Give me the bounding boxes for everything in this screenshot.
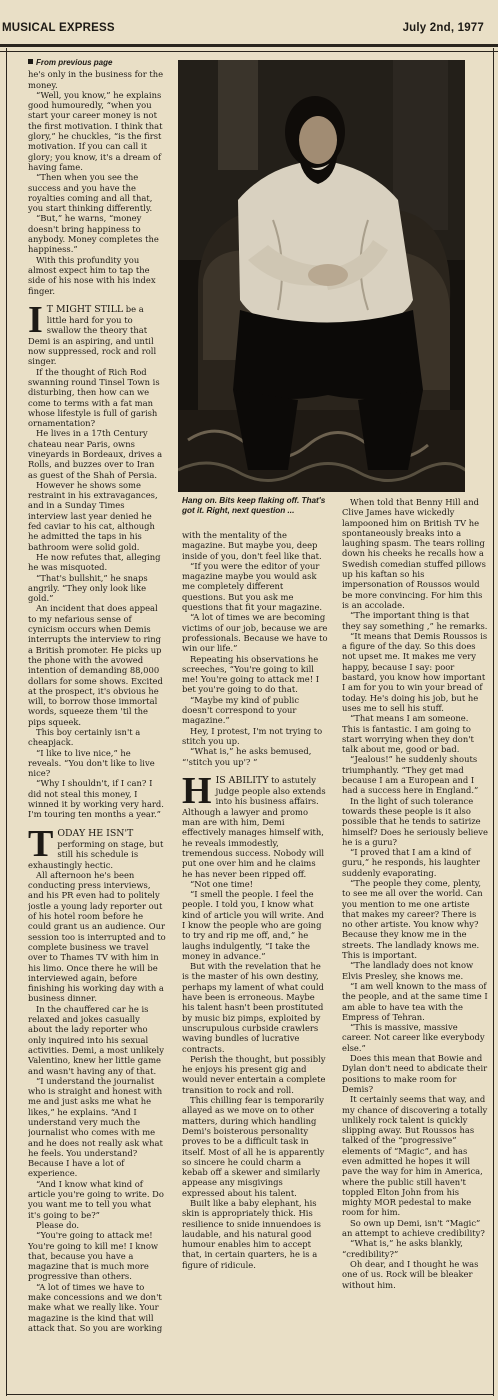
paragraph: In the chauffered car he is relaxed and jokes casually about the lady reporter who only inquired into his sexual activities. Demi, a most unlikely Valentino, knew her little game and wasn't having any of that.	[28, 1003, 164, 1076]
frame-bottom-rule	[6, 1394, 494, 1395]
paragraph: If the thought of Rich Rod swanning round Tinsel Town is disturbing, then how can we come to terms with a fat man whose lifestyle is full of garish ornamentation?	[28, 366, 160, 429]
frame-right-rule	[493, 48, 494, 1396]
paragraph: “Jealous!” he suddenly shouts triumphantly. “They get mad because I am a European and I had a success here in England.”	[342, 754, 479, 796]
paragraph: This boy certainly isn't a cheapjack.	[28, 727, 141, 748]
paragraph: “Not one time!	[190, 878, 254, 889]
paragraph: When told that Benny Hill and Clive James have wickedly lampooned him on British TV he spontaneously breaks into a laughing spasm. The tears rolling down his cheeks he recalls how a Swedish comedian stuffed pillows up his kaftan so his impersonation of Roussos would be more convincing. For him this is an accolade.	[342, 497, 486, 610]
section-start-paragraph: TODAY HE ISN'T performing on stage, but still his schedule is exhaustingly hectic.	[28, 822, 164, 870]
paragraph: “Well, you know,” he explains good humouredly, “when you start your career money is not the first motivation. I think that glory,” he chuckles, “is the first motivation. If you can call it glory; you know, it's a dream of having fame.	[28, 89, 163, 172]
paragraph: Does this mean that Bowie and Dylan don't need to abdicate their positions to make room for Demis?	[342, 1053, 488, 1094]
paragraph: “I proved that I am a kind of guru,” he responds, his laughter suddenly evaporating.	[342, 847, 480, 878]
drop-cap: I	[28, 298, 43, 341]
paragraph: So own up Demi, isn't “Magic” an attempt to achieve credibility?	[342, 1217, 485, 1239]
paragraph: “I like to live nice,” he reveals. “You don't like to live nice?	[28, 747, 155, 779]
drop-cap: H	[182, 769, 212, 812]
paragraph: Hey, I protest, I'm not trying to stitch you up.	[182, 725, 323, 746]
paragraph: “That means I am someone. This is fantastic. I am going to start worrying when they don't talk about me, good or bad.	[342, 713, 474, 755]
paragraph: “The people they come, plenty, to see me all over the world. Can you mention to me one artiste that makes my career? There is no other artiste. You know why? Because they know me in the streets. The landlady knows me. This is important.	[342, 877, 483, 961]
paragraph: He now refutes that, alleging he was misquoted.	[28, 551, 161, 573]
header-rule	[0, 44, 498, 47]
paragraph: “And I know what kind of article you're going to write. Do you want me to tell you what it's going to be?”	[28, 1178, 164, 1220]
article-column-1	[28, 58, 166, 1388]
paragraph: Oh dear, and I thought he was one of us. Rock will be bleaker without him.	[342, 1258, 479, 1290]
photo-caption: Hang on. Bits keep flaking off. That's got it. Right, next question ...	[182, 496, 326, 515]
paragraph: “I understand the journalist who is straight and honest with me and just asks me what he likes,” he explains. “And I understand very much the journalist who comes with me and he does not really ask what he feels. You understand? Because I have a lot of experience.	[28, 1075, 163, 1179]
paragraph: “But,” he warns, “money doesn't bring happiness to anybody. Money completes the happiness.”	[28, 213, 159, 255]
paragraph: “A lot of times we are becoming victims of our job, because we are professionals. Because we have to win our life.”	[182, 612, 328, 654]
paragraph: “Maybe my kind of public doesn't correspond to your magazine.”	[182, 694, 300, 726]
lead-in: IS ABILITY	[215, 774, 269, 786]
drop-cap: T	[28, 822, 54, 865]
paragraph: “The important thing is that they say something ,” he remarks.	[342, 610, 488, 631]
paragraph: “If you were the editor of your magazine maybe you would ask me completely different questions. But you ask me questions that fit your magazine.	[182, 560, 323, 613]
article-column-3	[342, 497, 488, 1388]
paragraph: But with the revelation that he is the master of his own destiny, perhaps my lament of what could have been is erroneous. Maybe his talent hasn't been prostituted by music biz pimps, exploited by unscrupulous curbside crawlers waving bundles of lucrative contracts.	[182, 961, 324, 1054]
paragraph: Built like a baby elephant, his skin is appropriately thick. His resilience to snide innuendoes is laudable, and his natural good humour enables him to accept that, in certain quarters, he is a figure of ridicule.	[182, 1198, 321, 1270]
paragraph: Perish the thought, but possibly he enjoys his present gig and would never entertain a complete transition to rock and roll.	[182, 1053, 326, 1095]
paragraph: “I am well known to the mass of the people, and at the same time I am able to have tea with the Empress of Tehran.	[342, 980, 488, 1022]
article-column-2	[182, 530, 328, 1388]
seated-man-photo-illustration	[178, 60, 465, 492]
paragraph: This chilling fear is temporarily allayed as we move on to other matters, during which handling Demi's boisterous personality proves to be a difficult task in itself. Most of all he is apparently so sincere he could charm a kebab off a skewer and similarly appease any misgivings expressed about his talent.	[182, 1095, 325, 1198]
article-photo	[178, 60, 465, 492]
paragraph: “You're going to attack me! You're going to kill me! I know that, because you have a magazine that is much more progressive than others.	[28, 1230, 159, 1282]
paragraph: “I smell the people. I feel the people. I told you, I know what kind of article you will write. And I know the people who are going to try and rip me off, and,” he laughs indulgently, “I take the money in advance.”	[182, 889, 324, 961]
paragraph: An incident that does appeal to my nefarious sense of cynicism occurs when Demis interrupts the interview to ring a British promoter. He picks up the phone with the avowed intention of demanding 88,000 dollars for some shows. Excited at the prospect, it's obvious he will, to borrow those immortal words, squeeze them 'til the pips squeek.	[28, 603, 163, 727]
paragraph: Please do.	[36, 1219, 80, 1230]
paragraph: However he shows some restraint in his extravagances, and in a Sunday Times interview last year denied he fed caviar to his cat, although he admitted the taps in his bathroom were solid gold.	[28, 479, 158, 552]
lead-in: T MIGHT STILL	[46, 303, 124, 315]
page-header	[0, 0, 498, 40]
paragraph: He lives in a 17th Century chateau near Paris, owns vineyards in Bordeaux, drives a Rolls, and buzzes over to Iran as guest of the Shah of Persia.	[28, 428, 163, 480]
paragraph: “This is massive, massive career. Not career like everybody else.”	[342, 1022, 485, 1053]
paragraph: with the mentality of the magazine. But maybe you, deep inside of you, don't feel like that.	[182, 530, 322, 561]
paragraph: he's only in the business for the money.	[28, 69, 164, 90]
paragraph: “Why I shouldn't, if I can? I did not steal this money, I winned it by working very hard. I'm touring ten months a year.”	[28, 778, 164, 820]
paragraph: “The landlady does not know Elvis Presley, she knows me.	[342, 960, 474, 981]
paragraph: “It means that Demis Roussos is a figure of the day. So this does not upset me. It makes me very happy, because I say: poor bastard, you know how important I am for you to win your bread of today. He's doing his job, but he uses me to sell his stuff.	[342, 630, 488, 713]
section-start-paragraph: HIS ABILITY to astutely judge people also extends into his business affairs. Although a lawyer and promo man are with him, Demi effectively manages himself with, he reveals immodestly, tremendous success. Nobody will put one over him and he claims he has never been ripped off.	[182, 769, 326, 879]
paragraph: “A lot of times we have to make concessions and we don't make what we really like. Your magazine is the kind that will attack that. So you are working	[28, 1281, 163, 1333]
paragraph: All afternoon he's been conducting press interviews, and his PR even had to politely jostle a young lady reporter out of his hotel room before he could grant us an audience. Our session too is interrupted and to complete business we travel over to Thames TV with him in his limo. Once there he will be interviewed again, before finishing his working day with a business dinner.	[28, 869, 166, 1004]
paragraph: “That's bullshit,” he snaps angrily. “They only look like gold.”	[28, 572, 148, 604]
paragraph: In the light of such tolerance towards these people is it also possible that he tends to satirize himself? Does he seriously believe he is a guru?	[342, 795, 488, 847]
frame-left-rule	[6, 48, 7, 1396]
paragraph: Repeating his observations he screeches, “You're going to kill me! You're going to attack me! I bet you're going to do that.	[182, 653, 320, 695]
continued-from-label: From previous page	[28, 58, 166, 68]
paragraph: With this profundity you almost expect him to tap the side of his nose with his index finger.	[28, 254, 156, 296]
paragraph: “What is,” he asks blankly, “credibility?”	[342, 1238, 463, 1259]
square-bullet-icon	[28, 59, 33, 64]
header-rule-thin	[0, 51, 498, 52]
section-start-paragraph: I T MIGHT STILL be a little hard for you to swallow the theory that Demi is an aspiring, and until now suppressed, rock and roll singer.	[28, 298, 157, 367]
paragraph: “What is,” he asks bemused, “'stitch you up'? ”	[182, 746, 312, 767]
issue-date: July 2nd, 1977	[402, 22, 484, 34]
paragraph: It certainly seems that way, and my chance of discovering a totally unlikely rock talent is quickly slipping away. But Roussos has talked of the “progressive” elements of “Magic”, and has even admitted he hopes it will pave the way for him in America, where the public still haven't toppled Elton John from his mighty MOR pedestal to make room for him.	[342, 1094, 488, 1218]
publication-name: MUSICAL EXPRESS	[2, 22, 115, 34]
paragraph: “Then when you see the success and you have the royalties coming and all that, you start thinking differently.	[28, 172, 153, 214]
lead-in: ODAY HE ISN'T	[57, 827, 134, 839]
